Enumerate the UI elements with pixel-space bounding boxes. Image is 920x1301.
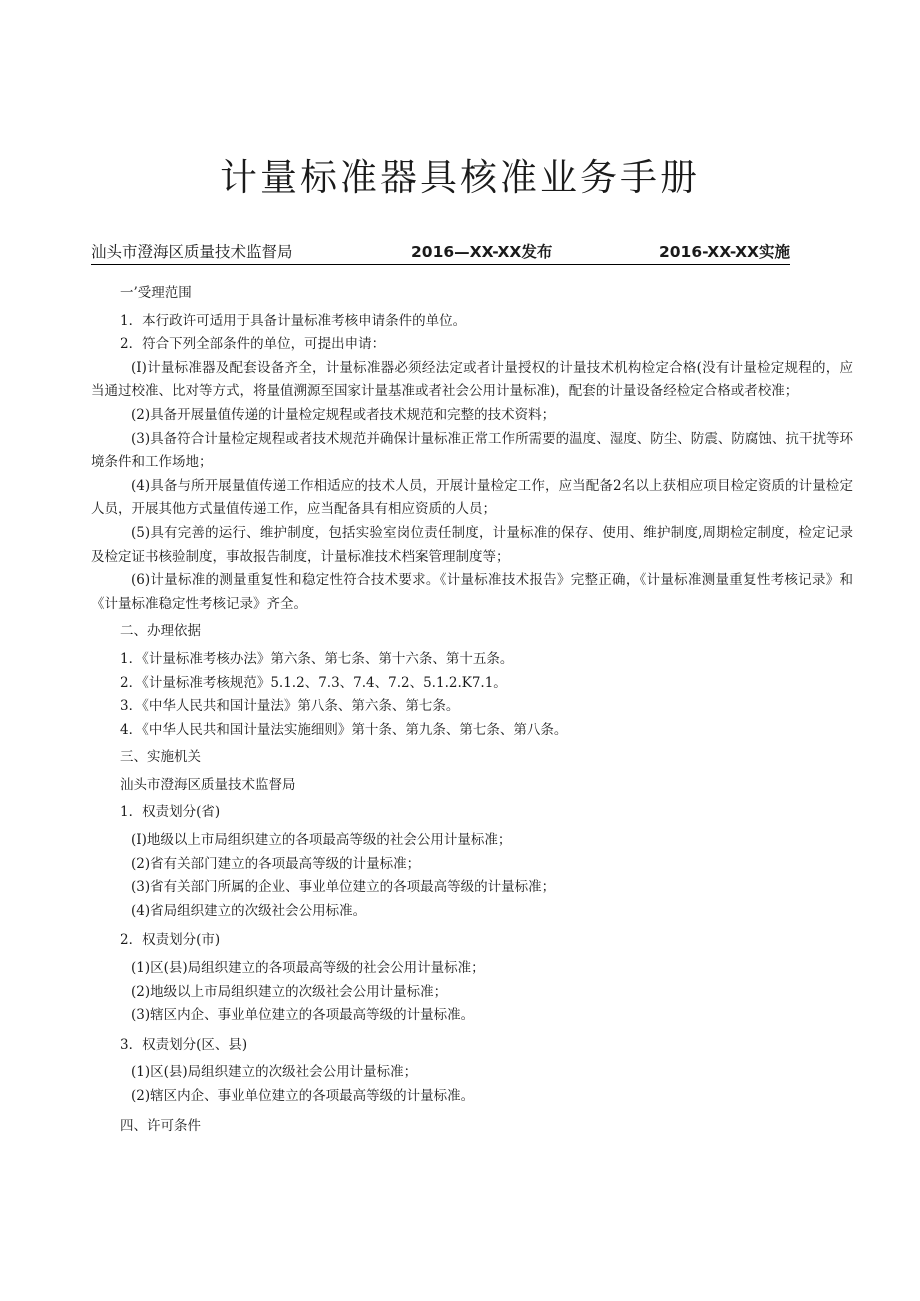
list-item: (2)辖区内企、事业单位建立的各项最高等级的计量标准。: [131, 1088, 475, 1104]
paragraph: (6)计量标准的测量重复性和稳定性符合技术要求。《计量标准技术报告》完整正确，《计量标准测量重复性考核记录》和《计量标准稳定性考核记录》齐全。: [91, 572, 853, 612]
list-item: (3)辖区内企、事业单位建立的各项最高等级的计量标准。: [131, 1007, 475, 1024]
list-item: (1)区(县)局组织建立的次级社会公用计量标准；: [131, 1064, 418, 1081]
publish-date: 2016—XX-XX发布: [411, 243, 553, 261]
list-item: 2．权责划分(市): [120, 932, 221, 949]
list-item: (I)地级以上市局组织建立的各项最高等级的社会公用计量标准；: [131, 832, 512, 849]
list-item: 2．《计量标准考核规范》5.1.2、7.3、7.4、7.2、5.1.2.K7.1。: [120, 674, 507, 691]
list-item: 3．《中华人民共和国计量法》第八条、第六条、第七条。: [120, 698, 460, 715]
document-header: [91, 238, 790, 265]
list-item: 1．本行政许可适用于具备计量标准考核申请条件的单位。: [120, 312, 467, 329]
document-body: [91, 282, 853, 1138]
list-item: 2．符合下列全部条件的单位，可提出申请：: [120, 336, 386, 353]
list-item: 1．权责划分(省): [120, 804, 221, 821]
list-item: (4)省局组织建立的次级社会公用标准。: [131, 902, 367, 919]
list-item: 1．《计量标准考核办法》第六条、第七条、第十六条、第十五条。: [120, 650, 514, 667]
paragraph: (5)具有完善的运行、维护制度，包括实验室岗位责任制度，计量标准的保存、使用、维护制度,周期检定制度，检定记录及检定证书核验制度，事故报告制度，计量标准技术档案管理制度等；: [91, 524, 853, 565]
paragraph: (4)具备与所开展量值传递工作相适应的技术人员，开展计量检定工作，应当配备2名以上获相应项目检定资质的计量检定人员，开展其他方式量值传递工作，应当配备具有相应资质的人员；: [91, 477, 853, 518]
paragraph: 汕头市澄海区质量技术监督局: [120, 776, 296, 793]
section-heading: 二、办理依据: [120, 623, 201, 640]
list-item: (1)区(县)局组织建立的各项最高等级的社会公用计量标准；: [131, 960, 485, 977]
paragraph: (2)具备开展量值传递的计量检定规程或者技术规范和完整的技术资料；: [131, 406, 556, 423]
section-heading: 四、许可条件: [120, 1117, 201, 1134]
list-item: 3．权责划分(区、县): [120, 1036, 248, 1053]
effective-date: 2016-XX-XX实施: [658, 243, 790, 261]
paragraph: (I)计量标准器及配套设备齐全，计量标准器必须经法定或者计量授权的计量技术机构检定合格(没有计量检定规程的，应当通过校准、比对等方式，将量值溯源至国家计量基准或者社会公用计量标准)，配套的计量设备经检定合格或者校准；: [91, 359, 853, 400]
list-item: (2)地级以上市局组织建立的次级社会公用计量标准；: [131, 983, 448, 1000]
list-item: (2)省有关部门建立的各项最高等级的计量标准；: [131, 855, 421, 872]
list-item: 4．《中华人民共和国计量法实施细则》第十条、第九条、第七条、第八条。: [120, 721, 568, 738]
paragraph: (3)具备符合计量检定规程或者技术规范并确保计量标准正常工作所需要的温度、湿度、防尘、防震、防腐蚀、抗干扰等环境条件和工作场地；: [91, 430, 853, 471]
list-item: (3)省有关部门所属的企业、事业单位建立的各项最高等级的计量标准；: [131, 879, 556, 896]
issuing-agency: 汕头市澄海区质量技术监督局: [91, 243, 293, 261]
section-heading: 一’受理范围: [120, 285, 192, 301]
section-heading: 三、实施机关: [120, 749, 201, 766]
document-title: 计量标准器具核准业务手册: [220, 156, 700, 199]
